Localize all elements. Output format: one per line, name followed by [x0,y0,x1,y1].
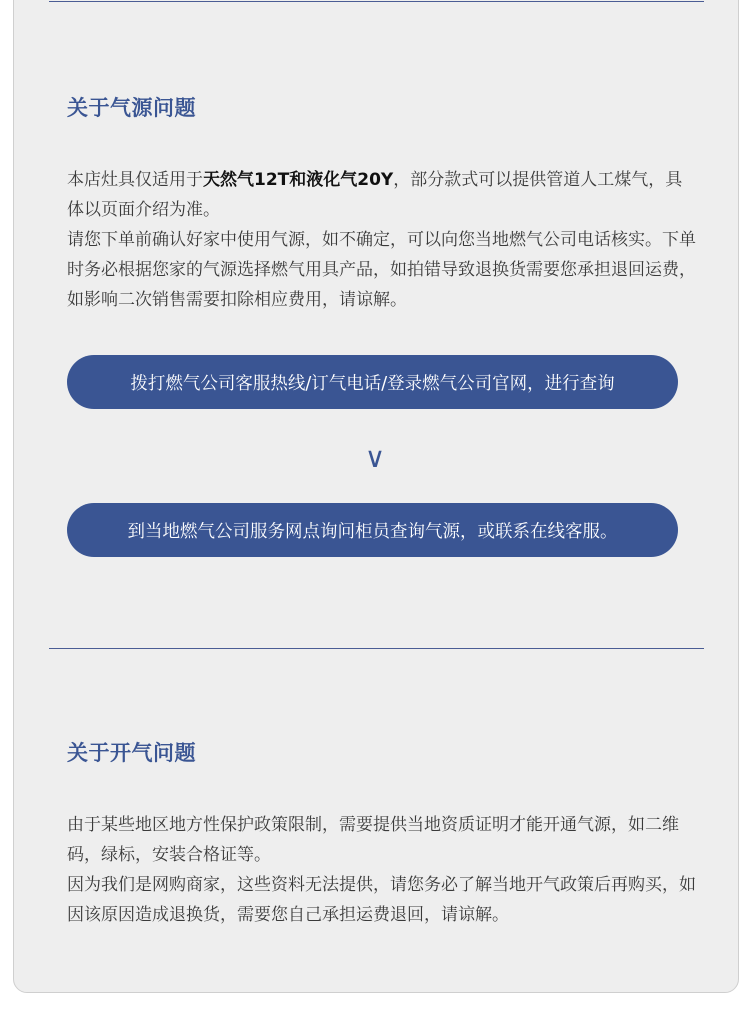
gas-source-heading: 关于气源问题 [67,96,196,120]
gas-source-line1-prefix: 本店灶具仅适用于 [67,170,203,190]
gas-opening-paragraph-2: 因为我们是网购商家，这些资料无法提供，请您务必了解当地开气政策后再购买，如因该原因造成退换货，需要您自己承担运费退回，请谅解。 [67,875,696,925]
gas-source-line1-suffix: ，部分款式可以提供管道人工煤气，具体以页面介绍为准。 [67,170,683,220]
gas-source-paragraph-1 [67,165,697,225]
gas-source-text [67,165,697,315]
gas-opening-text [67,810,697,930]
gas-type-highlight: 天然气12T和液化气20Y [203,170,394,190]
query-step-1-button[interactable]: 拨打燃气公司客服热线/订气电话/登录燃气公司官网，进行查询 [67,355,678,409]
section-divider [49,648,704,649]
query-step-2-button[interactable]: 到当地燃气公司服务网点询问柜员查询气源，或联系在线客服。 [67,503,678,557]
gas-opening-heading: 关于开气问题 [67,741,196,765]
top-divider [49,1,704,2]
gas-opening-paragraph-1: 由于某些地区地方性保护政策限制，需要提供当地资质证明才能开通气源，如二维码，绿标，安装合格证等。 [67,815,679,865]
gas-source-paragraph-2: 请您下单前确认好家中使用气源，如不确定，可以向您当地燃气公司电话核实。下单时务必根据您家的气源选择燃气用具产品，如拍错导致退换货需要您承担退回运费，如影响二次销售需要扣除相应费用，请谅解。 [67,230,696,310]
chevron-down-icon: ∨ [364,441,386,474]
